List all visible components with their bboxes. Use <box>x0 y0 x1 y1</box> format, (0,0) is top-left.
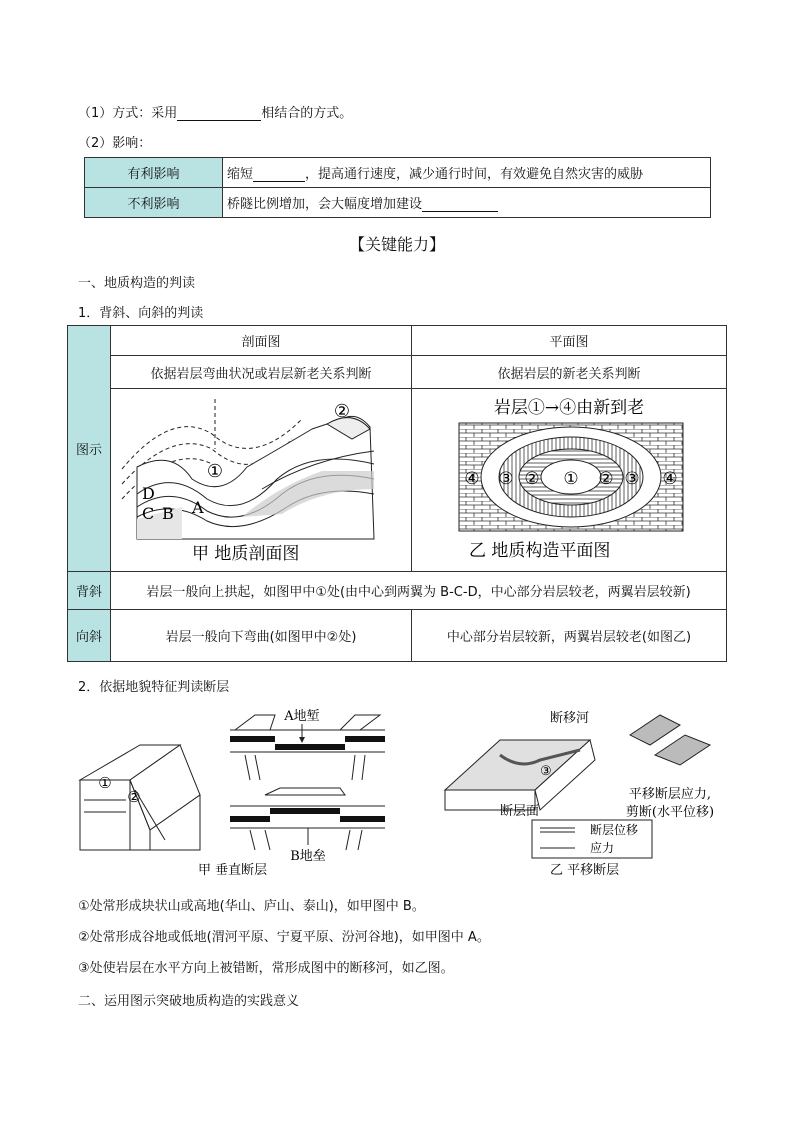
horst-label: B地垒 <box>290 849 326 864</box>
note-3: ③处使岩层在水平方向上被错断，常形成图中的断移河，如乙图。 <box>78 961 454 976</box>
fault-block-label-1: ① <box>98 774 112 792</box>
row-label-anticline: 背斜 <box>68 572 111 610</box>
yi-ring-label: ① <box>563 469 579 489</box>
jia-label-d: D <box>142 484 155 503</box>
jia-label-1: ① <box>206 461 224 482</box>
impact-row-negative <box>85 188 711 218</box>
impact-heading: （2）影响： <box>78 136 152 151</box>
yi-ring-label: ③ <box>624 469 640 489</box>
impact-label-negative: 不利影响 <box>85 188 223 218</box>
note-2: ②处常形成谷地或低地(渭河平原、宁夏平原、汾河谷地)，如甲图中 A。 <box>78 930 490 945</box>
method-blank <box>177 106 261 121</box>
caption-yi: 乙 平移断层 <box>550 863 620 878</box>
row-label-figure: 图示 <box>68 326 111 572</box>
section-title: 【关键能力】 <box>348 235 445 254</box>
fig-yi-cell <box>412 389 727 572</box>
legend-displacement: 断层位移 <box>590 823 639 837</box>
region3-label: ③ <box>540 764 552 779</box>
impact-blank-positive <box>253 167 305 182</box>
caption-jia: 甲 垂直断层 <box>198 863 268 878</box>
fault-plane-label: 断层面 <box>500 804 540 819</box>
legend-stress: 应力 <box>590 841 615 855</box>
strike-slip-label-2: 剪断(水平位移) <box>625 805 715 820</box>
impact-text-negative-a: 桥隧比例增加，会大幅度增加建设 <box>227 197 423 212</box>
jia-label-a: A <box>192 498 204 517</box>
impact-text-negative <box>223 188 711 218</box>
fig-jia-cell <box>111 389 412 572</box>
strike-slip-label-1: 平移断层应力, <box>628 787 712 802</box>
note-1: ①处常形成块状山或高地(华山、庐山、泰山)，如甲图中 B。 <box>78 899 425 914</box>
jia-label-2: ② <box>333 401 351 422</box>
impact-label-positive: 有利影响 <box>85 158 223 188</box>
yi-ring-label: ② <box>598 469 614 489</box>
item1-heading: 1．背斜、向斜的判读 <box>78 306 204 321</box>
geologic-section-figure <box>112 389 410 567</box>
syncline-left: 岩层一般向下弯曲(如图甲中②处) <box>111 610 412 662</box>
yi-ring-label: ③ <box>498 469 514 489</box>
impact-text-positive-a: 缩短 <box>227 167 254 182</box>
method-suffix: 相结合的方式。 <box>261 106 353 121</box>
yi-caption: 乙 地质构造平面图 <box>469 541 611 561</box>
col1-sub: 依据岩层弯曲状况或岩层新老关系判断 <box>111 356 412 389</box>
river-label: 断移河 <box>550 711 590 726</box>
jia-label-c: C <box>142 504 155 523</box>
impact-text-positive-b: ，提高通行速度，减少通行时间，有效避免自然灾害的威胁 <box>305 167 644 182</box>
impact-blank-negative <box>422 197 498 212</box>
impact-text-positive <box>223 158 711 188</box>
yi-ring-label: ④ <box>464 469 480 489</box>
syncline-right: 中心部分岩层较新，两翼岩层较老(如图乙) <box>412 610 727 662</box>
jia-label-b: B <box>162 504 174 523</box>
fold-table <box>67 325 727 662</box>
part1-heading: 一、地质构造的判读 <box>78 276 196 291</box>
anticline-text: 岩层一般向上拱起，如图甲中①处(由中心到两翼为 B-C-D，中心部分岩层较老，两翼岩层较新) <box>111 572 727 610</box>
jia-caption: 甲 地质剖面图 <box>192 544 300 564</box>
impact-row-positive <box>85 158 711 188</box>
method-line <box>78 102 352 121</box>
fault-figure <box>70 700 730 880</box>
graben-label: A地堑 <box>284 709 320 724</box>
fault-block-label-2: ② <box>127 788 141 806</box>
yi-ring-label: ④ <box>662 469 678 489</box>
col2-sub: 依据岩层的新老关系判断 <box>412 356 727 389</box>
structure-plan-figure <box>414 389 724 567</box>
col1-header: 剖面图 <box>111 326 412 356</box>
item2-heading: 2．依据地貌特征判读断层 <box>78 680 230 695</box>
method-prefix: （1）方式：采用 <box>78 106 178 121</box>
yi-ring-label: ② <box>524 469 540 489</box>
yi-top-label: 岩层①→④由新到老 <box>493 398 645 418</box>
part2-heading: 二、运用图示突破地质构造的实践意义 <box>78 994 300 1009</box>
impact-table <box>84 157 711 218</box>
row-label-syncline: 向斜 <box>68 610 111 662</box>
col2-header: 平面图 <box>412 326 727 356</box>
